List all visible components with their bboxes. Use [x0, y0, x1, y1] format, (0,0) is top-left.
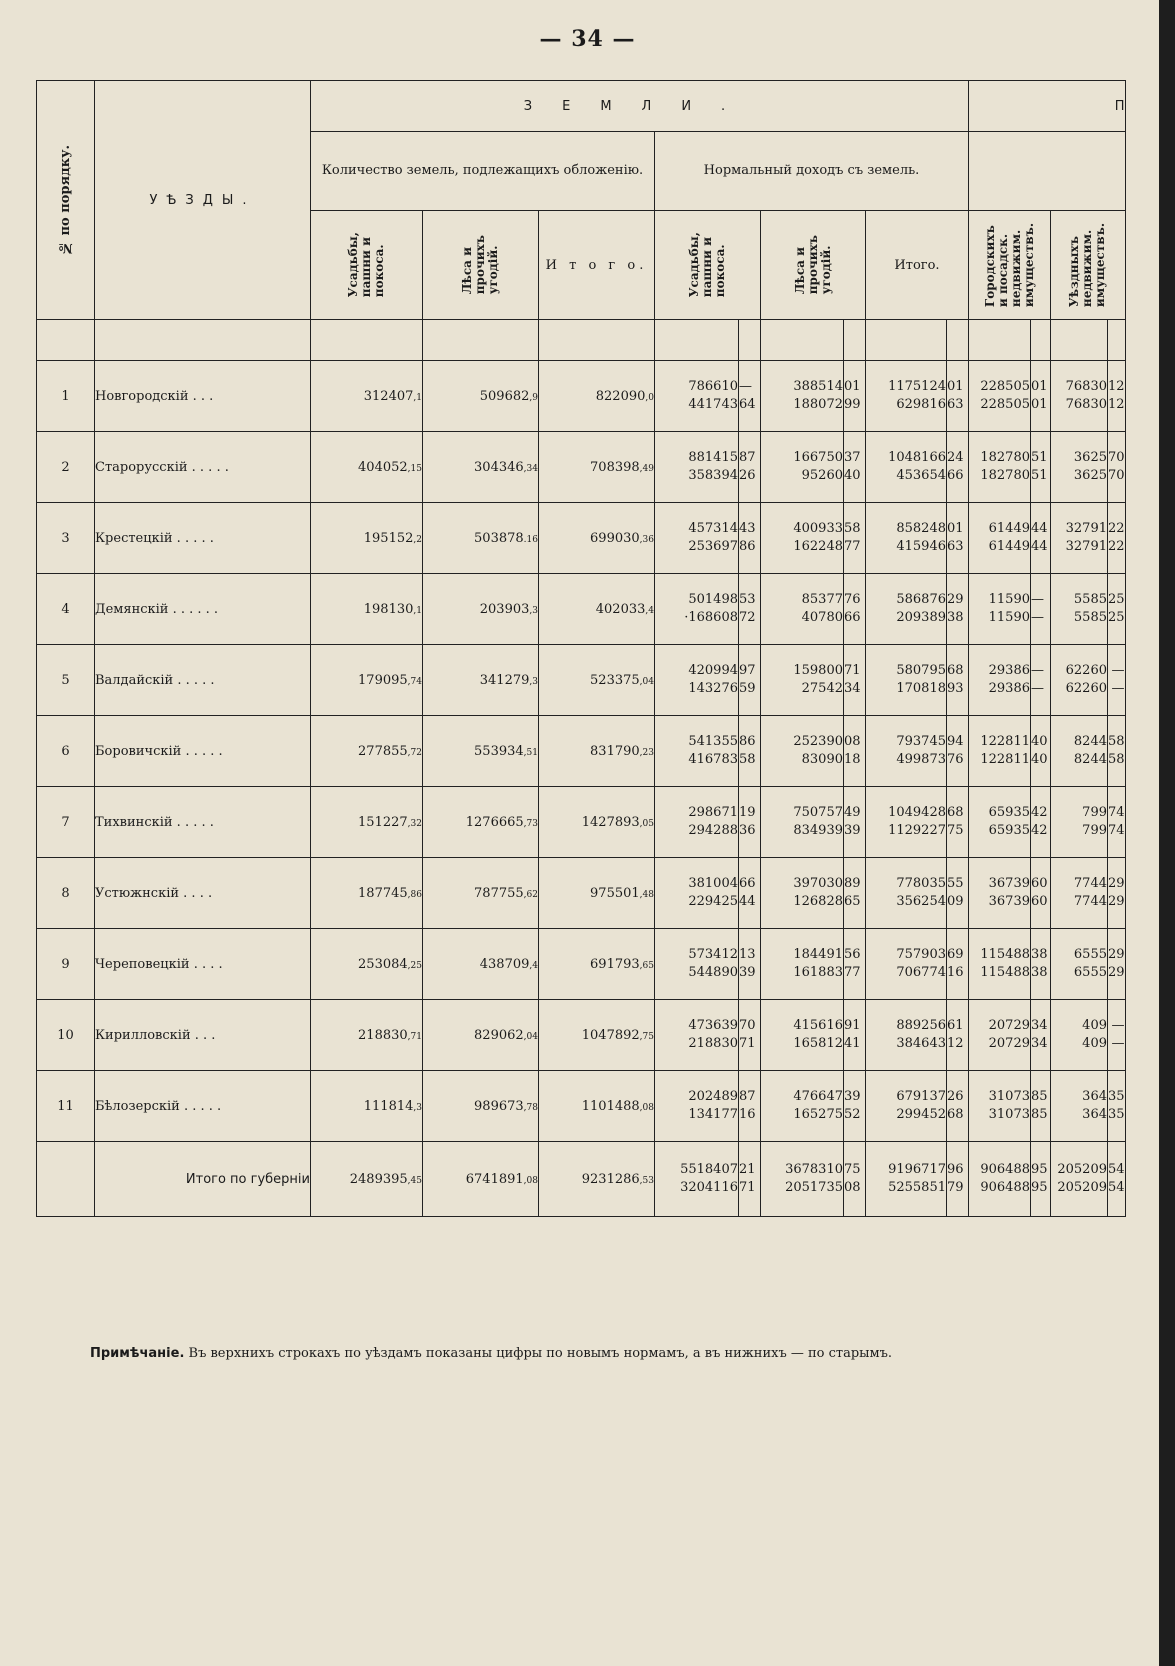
row-no: 2 [37, 432, 95, 503]
lesa [423, 1000, 539, 1071]
dokhod-usadby: 573412 544890 [655, 929, 739, 1000]
uezdnykh: 62260 62260 [1051, 645, 1108, 716]
dokhod-itogo-kop: 68 75 [947, 787, 969, 858]
dokhod-itogo: 793745 499873 [866, 716, 947, 787]
gorodskikh-kop: 01 01 [1031, 361, 1051, 432]
dokhod-usadby: 381004 229425 [655, 858, 739, 929]
lesa-frac: ,04 [523, 1031, 538, 1042]
uezdnykh: 409 409 [1051, 1000, 1108, 1071]
dokhod-usadby-kop: 43 86 [739, 503, 761, 574]
itogo-frac: ,23 [639, 747, 654, 758]
spacer-row [37, 320, 1126, 361]
table-row [37, 1071, 1126, 1142]
lesa-int: 438709 [479, 956, 530, 972]
gorodskikh: 20729 20729 [969, 1000, 1031, 1071]
uezdnykh: 799 799 [1051, 787, 1108, 858]
col-header-no-text: № по порядку. [58, 144, 73, 256]
uezdnykh: 3625 3625 [1051, 432, 1108, 503]
footnote-text: Въ верхнихъ строкахъ по уѣздамъ показаны цифры по новымъ нормамъ, а въ нижнихъ — по старымъ. [188, 1346, 893, 1361]
dokhod-usadby-kop: 66 44 [739, 858, 761, 929]
header-zemli: ЗЕМЛИ. [311, 81, 969, 132]
total-itogo-int: 9231286 [581, 1171, 640, 1187]
col-header-gorodskikh-text: Городскихъ и посадск. недвижим. имуществъ. [982, 222, 1036, 308]
dokhod-itogo: 586876 209389 [866, 574, 947, 645]
dokhod-lesa-kop: 08 18 [844, 716, 866, 787]
edge-values: 22 22 [1108, 503, 1126, 574]
dokhod-lesa: 476647 165275 [761, 1071, 844, 1142]
footnote-label: Примѣчаніе. [90, 1346, 185, 1361]
itogo [539, 716, 655, 787]
lesa-frac: ,78 [523, 1102, 538, 1113]
gorodskikh-kop: — — [1031, 574, 1051, 645]
lesa-int: 503878 [474, 530, 524, 546]
gorodskikh: 115488 115488 [969, 929, 1031, 1000]
dokhod-lesa-kop: 58 77 [844, 503, 866, 574]
lesa [423, 929, 539, 1000]
dokhod-usadby-kop: — 64 [739, 361, 761, 432]
table-row [37, 432, 1126, 503]
dokhod-usadby: 457314 253697 [655, 503, 739, 574]
row-no: 6 [37, 716, 95, 787]
dokhod-usadby: 420994 143276 [655, 645, 739, 716]
itogo-int: 822090 [595, 388, 646, 404]
dokhod-itogo-kop: 55 09 [947, 858, 969, 929]
gorodskikh: 228505 228505 [969, 361, 1031, 432]
col-header-no [37, 81, 95, 320]
itogo [539, 787, 655, 858]
usadby [311, 858, 423, 929]
dokhod-itogo: 580795 170818 [866, 645, 947, 716]
dokhod-itogo-kop: 24 66 [947, 432, 969, 503]
itogo [539, 574, 655, 645]
dokhod-lesa: 397030 126828 [761, 858, 844, 929]
usadby-int: 277855 [358, 743, 408, 759]
uezdnykh: 7744 7744 [1051, 858, 1108, 929]
gorodskikh-kop: 34 34 [1031, 1000, 1051, 1071]
edge-values: — — [1108, 1000, 1126, 1071]
gorodskikh-kop: 60 60 [1031, 858, 1051, 929]
lesa-int: 1276665 [465, 814, 524, 830]
lesa [423, 574, 539, 645]
edge-values: 58 58 [1108, 716, 1126, 787]
gorodskikh: 29386 29386 [969, 645, 1031, 716]
row-no: 9 [37, 929, 95, 1000]
total-label: Итого по губерніи [95, 1142, 311, 1217]
itogo-frac: ,0 [645, 392, 654, 403]
itogo-int: 691793 [590, 956, 640, 972]
itogo [539, 361, 655, 432]
total-itogo [539, 1142, 655, 1217]
district-name: Демянскій . . . . . . [95, 574, 311, 645]
row-no: 1 [37, 361, 95, 432]
total-dokhod-lesa: 3678310 2051735 [761, 1142, 844, 1217]
uezdnykh: 32791 32791 [1051, 503, 1108, 574]
total-dokhod-lesa-kop: 75 08 [844, 1142, 866, 1217]
gorodskikh: 11590 11590 [969, 574, 1031, 645]
dokhod-lesa: 400933 162248 [761, 503, 844, 574]
dokhod-itogo-kop: 94 76 [947, 716, 969, 787]
usadby-frac: ,2 [413, 534, 422, 545]
edge-values: — — [1108, 645, 1126, 716]
row-no: 5 [37, 645, 95, 716]
lesa [423, 858, 539, 929]
dokhod-lesa-kop: 76 66 [844, 574, 866, 645]
lesa-int: 203903 [479, 601, 530, 617]
lesa-frac: ,62 [523, 889, 538, 900]
total-gorodskikh: 906488 906488 [969, 1142, 1031, 1217]
usadby-int: 312407 [363, 388, 414, 404]
usadby [311, 645, 423, 716]
uezdnykh: 8244 8244 [1051, 716, 1108, 787]
col-header-lesa-text: Лѣса и прочихъ угодій. [460, 235, 500, 295]
table-row [37, 787, 1126, 858]
usadby [311, 574, 423, 645]
footnote [90, 1346, 1090, 1361]
col-header-usadby2-text: Усадьбы, пашни и покоса. [687, 232, 727, 298]
col-header-itogo2: Итого. [866, 211, 969, 320]
edge-values: 29 29 [1108, 929, 1126, 1000]
dokhod-itogo: 889256 384643 [866, 1000, 947, 1071]
col-header-usadby-text: Усадьбы, пашни и покоса. [346, 232, 386, 298]
lesa [423, 645, 539, 716]
usadby [311, 432, 423, 503]
usadby [311, 1071, 423, 1142]
dokhod-itogo-kop: 01 63 [947, 361, 969, 432]
total-lesa-int: 6741891 [465, 1171, 524, 1187]
usadby-frac: ,71 [407, 1031, 422, 1042]
itogo [539, 645, 655, 716]
itogo-frac: ,48 [639, 889, 654, 900]
itogo-frac: ,04 [639, 676, 654, 687]
usadby-int: 404052 [358, 459, 408, 475]
table-body [37, 320, 1126, 1142]
dokhod-lesa: 184491 161883 [761, 929, 844, 1000]
uezdnykh: 5585 5585 [1051, 574, 1108, 645]
itogo-frac: ,4 [645, 605, 654, 616]
usadby-frac: ,15 [407, 463, 422, 474]
edge-values: 12 12 [1108, 361, 1126, 432]
usadby-frac: ,72 [407, 747, 422, 758]
table-row [37, 858, 1126, 929]
lesa-frac: ,51 [523, 747, 538, 758]
usadby-int: 195152 [363, 530, 414, 546]
usadby-frac: ,74 [407, 676, 422, 687]
gorodskikh-kop: 85 85 [1031, 1071, 1051, 1142]
dokhod-usadby-kop: 87 26 [739, 432, 761, 503]
district-name: Крестецкій . . . . . [95, 503, 311, 574]
dokhod-itogo: 679137 299452 [866, 1071, 947, 1142]
uezdnykh: 6555 6555 [1051, 929, 1108, 1000]
district-name: Боровичскій . . . . . [95, 716, 311, 787]
page-number: — 34 — [539, 26, 636, 52]
itogo-int: 1427893 [581, 814, 640, 830]
gorodskikh-kop: 44 44 [1031, 503, 1051, 574]
itogo [539, 858, 655, 929]
lesa-frac: ,73 [523, 818, 538, 829]
gorodskikh: 36739 36739 [969, 858, 1031, 929]
total-uezdnykh: 205209 205209 [1051, 1142, 1108, 1217]
dokhod-itogo-kop: 61 12 [947, 1000, 969, 1071]
lesa-frac: ,3 [529, 605, 538, 616]
lesa-int: 989673 [474, 1098, 524, 1114]
edge-values: 70 70 [1108, 432, 1126, 503]
dokhod-itogo: 1048166 453654 [866, 432, 947, 503]
itogo-int: 523375 [590, 672, 640, 688]
col-header-usadby [311, 211, 423, 320]
usadby-frac: ,1 [413, 605, 422, 616]
district-name: Тихвинскій . . . . . [95, 787, 311, 858]
dokhod-usadby-kop: 53 72 [739, 574, 761, 645]
dokhod-itogo-kop: 01 63 [947, 503, 969, 574]
itogo [539, 929, 655, 1000]
itogo-int: 831790 [590, 743, 640, 759]
col-header-lesa2 [761, 211, 866, 320]
itogo [539, 503, 655, 574]
table-row [37, 574, 1126, 645]
row-no: 8 [37, 858, 95, 929]
dokhod-usadby: 541355 416783 [655, 716, 739, 787]
col-header-lesa2-text: Лѣса и прочихъ угодій. [792, 235, 833, 295]
usadby-frac: ,3 [413, 1102, 422, 1113]
total-dokhod-itogo: 9196717 5255851 [866, 1142, 947, 1217]
table-row [37, 929, 1126, 1000]
usadby-frac: ,25 [407, 960, 422, 971]
uezdnykh: 76830 76830 [1051, 361, 1108, 432]
ledger-table-wrapper [36, 80, 1126, 1217]
total-usadby-frac: ,45 [407, 1175, 422, 1186]
dokhod-lesa-kop: 56 77 [844, 929, 866, 1000]
dokhod-lesa: 85377 40780 [761, 574, 844, 645]
lesa [423, 787, 539, 858]
edge-values: 74 74 [1108, 787, 1126, 858]
lesa-int: 553934 [474, 743, 524, 759]
district-name: Валдайскій . . . . . [95, 645, 311, 716]
dokhod-lesa-kop: 37 40 [844, 432, 866, 503]
table-row [37, 645, 1126, 716]
dokhod-itogo: 858248 415946 [866, 503, 947, 574]
gorodskikh-kop: 51 51 [1031, 432, 1051, 503]
usadby [311, 361, 423, 432]
itogo-int: 699030 [590, 530, 640, 546]
dokhod-itogo-kop: 29 38 [947, 574, 969, 645]
table-row [37, 716, 1126, 787]
gorodskikh-kop: 42 42 [1031, 787, 1051, 858]
edge-values: 35 35 [1108, 1071, 1126, 1142]
itogo [539, 432, 655, 503]
col-header-uezdnykh-text: Уѣздныхъ недвижим. имуществъ. [1067, 222, 1108, 308]
total-dokhod-usadby-kop: 21 71 [739, 1142, 761, 1217]
usadby [311, 503, 423, 574]
total-gorodskikh-kop: 95 95 [1031, 1142, 1051, 1217]
group-header-dokhod: Нормальный доходъ съ земель. [655, 132, 969, 211]
edge-values: 25 25 [1108, 574, 1126, 645]
lesa-frac: ,3 [529, 676, 538, 687]
dokhod-usadby-kop: 19 36 [739, 787, 761, 858]
dokhod-usadby: 501498 ·168608 [655, 574, 739, 645]
district-name: Череповецкій . . . . [95, 929, 311, 1000]
page-edge-strip [1159, 0, 1175, 1666]
edge-values: 29 29 [1108, 858, 1126, 929]
lesa-int: 509682 [479, 388, 530, 404]
dokhod-itogo: 757903 706774 [866, 929, 947, 1000]
dokhod-lesa: 388514 188072 [761, 361, 844, 432]
usadby-int: 218830 [358, 1027, 408, 1043]
total-no [37, 1142, 95, 1217]
total-usadby [311, 1142, 423, 1217]
dokhod-lesa-kop: 49 39 [844, 787, 866, 858]
usadby-frac: ,86 [407, 889, 422, 900]
header-pr: П [969, 81, 1126, 132]
itogo [539, 1000, 655, 1071]
lesa [423, 716, 539, 787]
district-name: Бѣлозерскій . . . . . [95, 1071, 311, 1142]
total-usadby-int: 2489395 [349, 1171, 408, 1187]
gorodskikh: 61449 61449 [969, 503, 1031, 574]
usadby [311, 716, 423, 787]
dokhod-usadby: 298671 294288 [655, 787, 739, 858]
dokhod-itogo: 1175124 629816 [866, 361, 947, 432]
dokhod-lesa: 159800 27542 [761, 645, 844, 716]
group-header-kolichestvo: Количество земель, подлежащихъ обложенію. [311, 132, 655, 211]
total-dokhod-itogo-kop: 96 79 [947, 1142, 969, 1217]
ledger-table [36, 80, 1126, 1217]
itogo-frac: ,75 [639, 1031, 654, 1042]
dokhod-lesa: 252390 83090 [761, 716, 844, 787]
dokhod-lesa-kop: 01 99 [844, 361, 866, 432]
usadby-int: 179095 [358, 672, 408, 688]
district-name: Новгородскій . . . [95, 361, 311, 432]
dokhod-lesa: 166750 95260 [761, 432, 844, 503]
itogo-int: 708398 [590, 459, 640, 475]
dokhod-usadby-kop: 13 39 [739, 929, 761, 1000]
dokhod-lesa-kop: 39 52 [844, 1071, 866, 1142]
itogo-frac: ,36 [639, 534, 654, 545]
col-header-usadby2 [655, 211, 761, 320]
dokhod-usadby-kop: 86 58 [739, 716, 761, 787]
col-header-gorodskikh [969, 211, 1051, 320]
lesa-frac: ,9 [529, 392, 538, 403]
table-row [37, 503, 1126, 574]
row-no: 10 [37, 1000, 95, 1071]
lesa [423, 1071, 539, 1142]
dokhod-lesa-kop: 91 41 [844, 1000, 866, 1071]
dokhod-usadby: 202489 134177 [655, 1071, 739, 1142]
total-row [37, 1142, 1126, 1217]
usadby [311, 1000, 423, 1071]
dokhod-usadby-kop: 97 59 [739, 645, 761, 716]
group-header-blank [969, 132, 1126, 211]
total-dokhod-usadby: 5518407 3204116 [655, 1142, 739, 1217]
dokhod-usadby-kop: 87 16 [739, 1071, 761, 1142]
usadby-frac: ,32 [407, 818, 422, 829]
total-itogo-frac: ,53 [639, 1175, 654, 1186]
dokhod-itogo: 1049428 1129227 [866, 787, 947, 858]
usadby-frac: ,1 [413, 392, 422, 403]
dokhod-itogo: 778035 356254 [866, 858, 947, 929]
lesa [423, 503, 539, 574]
itogo-frac: ,65 [639, 960, 654, 971]
dokhod-lesa: 415616 165812 [761, 1000, 844, 1071]
total-lesa [423, 1142, 539, 1217]
dokhod-usadby-kop: 70 71 [739, 1000, 761, 1071]
lesa-frac: ,34 [523, 463, 538, 474]
row-no: 11 [37, 1071, 95, 1142]
dokhod-itogo-kop: 69 16 [947, 929, 969, 1000]
gorodskikh: 182780 182780 [969, 432, 1031, 503]
col-header-uezdnykh [1051, 211, 1126, 320]
table-row [37, 361, 1126, 432]
lesa-int: 304346 [474, 459, 524, 475]
itogo-int: 1101488 [581, 1098, 640, 1114]
gorodskikh: 65935 65935 [969, 787, 1031, 858]
usadby-int: 151227 [358, 814, 408, 830]
gorodskikh-kop: 40 40 [1031, 716, 1051, 787]
gorodskikh-kop: 38 38 [1031, 929, 1051, 1000]
col-header-uezdy: УѢЗДЫ. [95, 81, 311, 320]
itogo-frac: ,05 [639, 818, 654, 829]
col-header-lesa [423, 211, 539, 320]
total-lesa-frac: ,08 [523, 1175, 538, 1186]
district-name: Устюжнскій . . . . [95, 858, 311, 929]
lesa [423, 361, 539, 432]
row-no: 4 [37, 574, 95, 645]
uezdnykh: 364 364 [1051, 1071, 1108, 1142]
itogo [539, 1071, 655, 1142]
dokhod-lesa: 750757 834939 [761, 787, 844, 858]
usadby [311, 787, 423, 858]
itogo-int: 975501 [590, 885, 640, 901]
lesa [423, 432, 539, 503]
usadby-int: 111814 [363, 1098, 414, 1114]
usadby-int: 253084 [358, 956, 408, 972]
row-no: 7 [37, 787, 95, 858]
district-name: Старорусскій . . . . . [95, 432, 311, 503]
gorodskikh: 31073 31073 [969, 1071, 1031, 1142]
usadby-int: 198130 [363, 601, 414, 617]
dokhod-lesa-kop: 89 65 [844, 858, 866, 929]
col-header-itogo: И т о г о. [539, 211, 655, 320]
gorodskikh-kop: — — [1031, 645, 1051, 716]
dokhod-usadby: 881415 358394 [655, 432, 739, 503]
lesa-int: 787755 [474, 885, 524, 901]
usadby [311, 929, 423, 1000]
row-no: 3 [37, 503, 95, 574]
gorodskikh: 122811 122811 [969, 716, 1031, 787]
itogo-int: 402033 [595, 601, 646, 617]
district-name: Кирилловскій . . . [95, 1000, 311, 1071]
table-row [37, 1000, 1126, 1071]
dokhod-usadby: 786610 441743 [655, 361, 739, 432]
itogo-int: 1047892 [581, 1027, 640, 1043]
lesa-frac: .16 [523, 534, 538, 545]
lesa-int: 341279 [479, 672, 530, 688]
dokhod-itogo-kop: 68 93 [947, 645, 969, 716]
dokhod-usadby: 473639 218830 [655, 1000, 739, 1071]
total-edge: 54 54 [1108, 1142, 1126, 1217]
dokhod-itogo-kop: 26 68 [947, 1071, 969, 1142]
lesa-int: 829062 [474, 1027, 524, 1043]
itogo-frac: ,08 [639, 1102, 654, 1113]
lesa-frac: ,4 [529, 960, 538, 971]
dokhod-lesa-kop: 71 34 [844, 645, 866, 716]
itogo-frac: ,49 [639, 463, 654, 474]
usadby-int: 187745 [358, 885, 408, 901]
